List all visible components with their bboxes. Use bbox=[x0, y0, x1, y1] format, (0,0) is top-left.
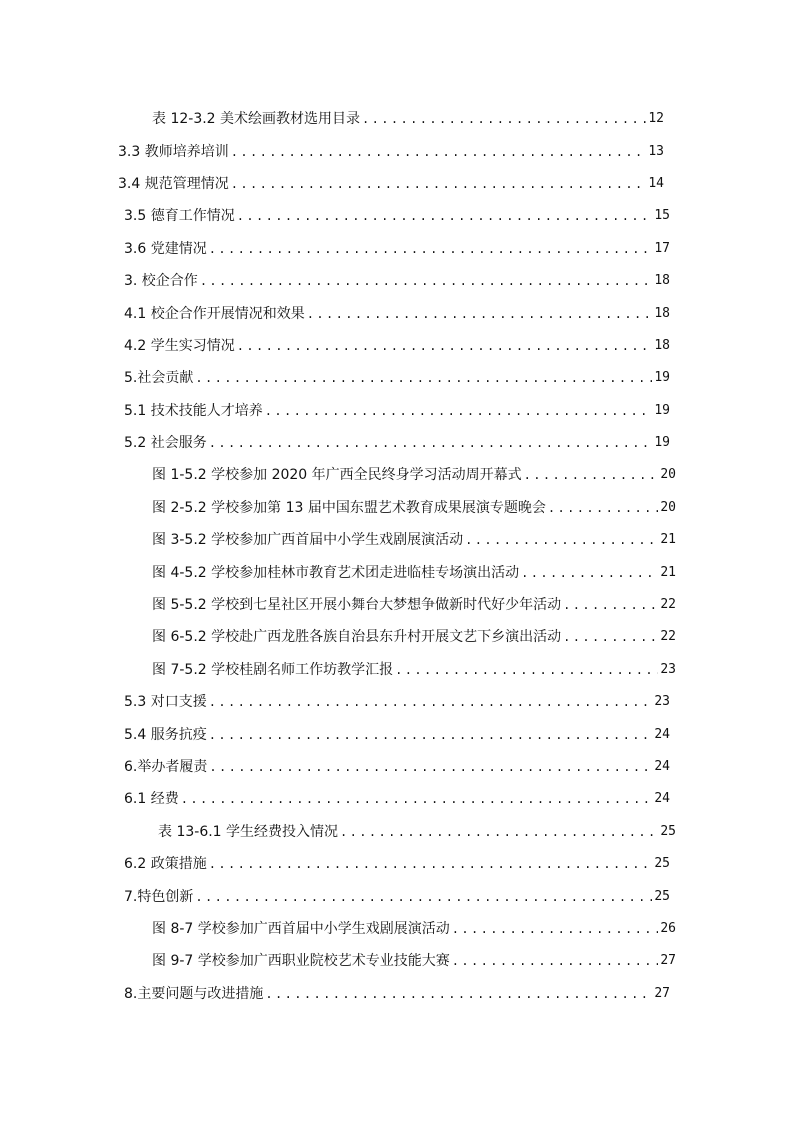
toc-dot-leader bbox=[209, 694, 653, 710]
toc-dot-leader bbox=[237, 338, 653, 354]
toc-entry[interactable] bbox=[0, 654, 676, 686]
toc-entry-title: 表 13-6.1 学生经费投入情况 bbox=[158, 823, 339, 840]
toc-entry[interactable] bbox=[0, 751, 670, 783]
toc-entry-title: 5.2 社会服务 bbox=[124, 435, 207, 452]
toc-entry-title: 3. 校企合作 bbox=[124, 273, 198, 290]
toc-dot-leader bbox=[521, 565, 658, 581]
toc-dot-leader bbox=[395, 662, 658, 678]
toc-entry-page-number: 25 bbox=[654, 856, 670, 872]
toc-entry[interactable] bbox=[0, 233, 670, 265]
toc-dot-leader bbox=[265, 986, 652, 1002]
toc-dot-leader bbox=[340, 824, 658, 840]
toc-dot-leader bbox=[307, 306, 653, 322]
toc-entry-page-number: 21 bbox=[660, 532, 676, 548]
toc-entry-title: 3.6 党建情况 bbox=[124, 240, 207, 257]
toc-entry-page-number: 21 bbox=[660, 564, 676, 580]
toc-entry[interactable] bbox=[0, 200, 670, 232]
toc-entry[interactable] bbox=[0, 686, 670, 718]
toc-dot-leader bbox=[195, 889, 652, 905]
toc-entry[interactable] bbox=[0, 168, 664, 200]
toc-entry[interactable] bbox=[0, 621, 676, 653]
toc-entry-page-number: 20 bbox=[660, 467, 676, 483]
toc-entry[interactable] bbox=[0, 297, 670, 329]
toc-entry-page-number: 24 bbox=[654, 759, 670, 774]
toc-entry-page-number: 23 bbox=[654, 694, 670, 710]
toc-entry[interactable] bbox=[0, 783, 670, 815]
toc-entry[interactable] bbox=[0, 945, 676, 977]
toc-entry-title: 图 4-5.2 学校参加桂林市教育艺术团走进临桂专场演出活动 bbox=[152, 564, 520, 581]
toc-dot-leader bbox=[265, 403, 653, 419]
toc-entry[interactable] bbox=[0, 135, 664, 167]
toc-entry-page-number: 26 bbox=[660, 920, 676, 936]
toc-entry-page-number: 14 bbox=[648, 175, 664, 191]
toc-entry[interactable] bbox=[0, 362, 670, 394]
toc-dot-leader bbox=[195, 370, 652, 386]
toc-entry-title: 6.1 经费 bbox=[124, 791, 179, 808]
toc-entry-title: 表 12-3.2 美术绘画教材选用目录 bbox=[152, 111, 361, 128]
toc-entry-title: 6.举办者履责 bbox=[124, 759, 208, 775]
toc-entry-title: 5.4 服务抗疫 bbox=[124, 726, 207, 743]
toc-dot-leader bbox=[209, 241, 653, 257]
toc-entry[interactable] bbox=[0, 848, 670, 880]
toc-entry-page-number: 19 bbox=[654, 435, 670, 451]
toc-entry-title: 4.2 学生实习情况 bbox=[124, 337, 235, 354]
toc-dot-leader bbox=[465, 532, 658, 548]
toc-entry-page-number: 24 bbox=[654, 726, 670, 742]
toc-dot-leader bbox=[181, 791, 653, 807]
toc-dot-leader bbox=[362, 111, 646, 127]
toc-entry-title: 7.特色创新 bbox=[124, 888, 194, 905]
toc-entry-page-number: 24 bbox=[654, 791, 670, 807]
toc-entry-page-number: 19 bbox=[654, 402, 670, 418]
toc-entry-page-number: 18 bbox=[654, 337, 670, 353]
toc-entry[interactable] bbox=[0, 880, 670, 912]
toc-entry-page-number: 17 bbox=[654, 240, 670, 256]
toc-dot-leader bbox=[563, 597, 658, 613]
toc-entry-title: 5.社会贡献 bbox=[124, 370, 194, 387]
toc-dot-leader bbox=[452, 921, 659, 937]
toc-entry-page-number: 25 bbox=[660, 823, 676, 839]
toc-entry-page-number: 18 bbox=[654, 305, 670, 321]
toc-entry-page-number: 22 bbox=[660, 597, 676, 613]
toc-entry[interactable] bbox=[0, 330, 670, 362]
toc-entry-page-number: 12 bbox=[648, 111, 664, 127]
toc-entry-page-number: 22 bbox=[660, 629, 676, 645]
toc-entry[interactable] bbox=[0, 524, 676, 556]
toc-entry-page-number: 18 bbox=[654, 273, 670, 289]
toc-entry-title: 8.主要问题与改进措施 bbox=[124, 985, 264, 1002]
toc-entry-page-number: 13 bbox=[648, 143, 664, 159]
toc-entry[interactable] bbox=[0, 556, 676, 588]
toc-entry-page-number: 23 bbox=[660, 661, 676, 677]
toc-dot-leader bbox=[237, 208, 653, 224]
toc-dot-leader bbox=[231, 144, 647, 160]
toc-entry-title: 5.1 技术技能人才培养 bbox=[124, 402, 263, 419]
toc-entry-title: 图 3-5.2 学校参加广西首届中小学生戏剧展演活动 bbox=[152, 532, 464, 549]
toc-dot-leader bbox=[563, 629, 658, 645]
toc-entry-title: 4.1 校企合作开展情况和效果 bbox=[124, 305, 305, 322]
toc-entry[interactable] bbox=[0, 427, 670, 459]
toc-dot-leader bbox=[200, 273, 653, 289]
toc-entry[interactable] bbox=[0, 492, 676, 524]
toc-entry[interactable] bbox=[0, 265, 670, 297]
toc-entry-title: 图 8-7 学校参加广西首届中小学生戏剧展演活动 bbox=[152, 920, 450, 937]
toc-entry-title: 图 5-5.2 学校到七星社区开展小舞台大梦想争做新时代好少年活动 bbox=[152, 597, 562, 614]
toc-entry-page-number: 15 bbox=[654, 208, 670, 224]
toc-entry-title: 图 9-7 学校参加广西职业院校艺术专业技能大赛 bbox=[152, 953, 450, 970]
toc-entry-title: 图 2-5.2 学校参加第 13 届中国东盟艺术教育成果展演专题晚会 bbox=[152, 499, 546, 516]
toc-entry-title: 图 7-5.2 学校桂剧名师工作坊教学汇报 bbox=[152, 661, 394, 678]
toc-dot-leader bbox=[209, 727, 653, 743]
toc-dot-leader bbox=[524, 467, 659, 483]
toc-entry-title: 图 6-5.2 学校赴广西龙胜各族自治县东升村开展文艺下乡演出活动 bbox=[152, 629, 562, 646]
toc-entry-title: 3.3 教师培养培训 bbox=[118, 143, 229, 160]
toc-entry[interactable] bbox=[0, 913, 676, 945]
table-of-contents bbox=[0, 103, 794, 1010]
toc-entry[interactable] bbox=[0, 978, 670, 1010]
toc-dot-leader bbox=[548, 500, 659, 516]
toc-dot-leader bbox=[209, 856, 653, 872]
toc-entry-title: 5.3 对口支援 bbox=[124, 694, 207, 711]
toc-entry-page-number: 19 bbox=[654, 370, 670, 386]
toc-entry-title: 3.4 规范管理情况 bbox=[118, 175, 229, 192]
toc-dot-leader bbox=[209, 435, 653, 451]
toc-entry[interactable] bbox=[0, 103, 664, 135]
toc-entry-page-number: 27 bbox=[660, 953, 676, 969]
toc-entry-title: 6.2 政策措施 bbox=[124, 856, 207, 873]
toc-entry[interactable] bbox=[0, 816, 676, 848]
toc-entry[interactable] bbox=[0, 395, 670, 427]
toc-entry[interactable] bbox=[0, 589, 676, 621]
toc-dot-leader bbox=[452, 953, 659, 969]
toc-dot-leader bbox=[231, 176, 647, 192]
toc-entry-title: 3.5 德育工作情况 bbox=[124, 208, 235, 225]
toc-entry-page-number: 20 bbox=[660, 499, 676, 515]
toc-entry[interactable] bbox=[0, 459, 676, 491]
toc-dot-leader bbox=[209, 759, 652, 775]
toc-entry-title: 图 1-5.2 学校参加 2020 年广西全民终身学习活动周开幕式 bbox=[152, 467, 522, 484]
toc-entry-page-number: 27 bbox=[654, 985, 670, 1001]
toc-entry-page-number: 25 bbox=[654, 888, 670, 904]
toc-entry[interactable] bbox=[0, 718, 670, 750]
